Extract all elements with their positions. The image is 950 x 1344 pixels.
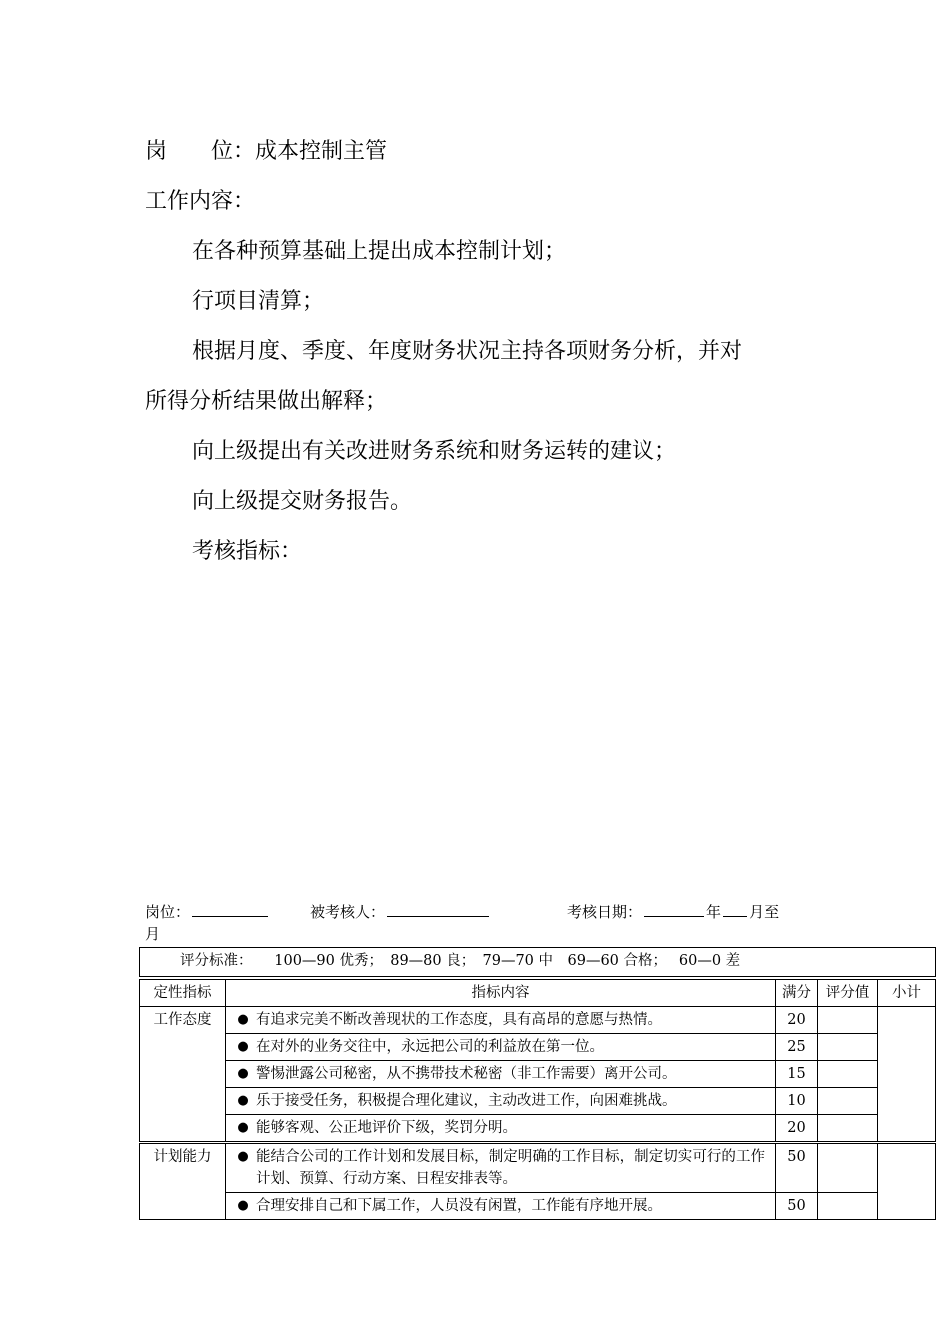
table-header-row (140, 978, 936, 1007)
table-row (140, 1034, 936, 1061)
rating-cell[interactable] (818, 1143, 878, 1193)
rating-cell[interactable] (818, 1061, 878, 1088)
work-content-label: 工作内容： (145, 189, 256, 214)
position-line (145, 137, 387, 167)
month-end-label: 月 (145, 925, 161, 943)
scoring-standard-row (140, 948, 936, 979)
kpi-label: 考核指标： (192, 539, 303, 564)
col-header-subtotal: 小计 (878, 978, 936, 1007)
month-to-label: 月至 (749, 903, 780, 921)
post-label: 岗位： (145, 903, 191, 921)
col-header-rating: 评分值 (818, 978, 878, 1007)
bullet-icon: ● (237, 1120, 249, 1135)
table-row (140, 1061, 936, 1088)
col-header-content: 指标内容 (226, 978, 776, 1007)
duty-2: 行项目清算； (192, 289, 325, 314)
table-row (140, 1193, 936, 1220)
rating-cell[interactable] (818, 1088, 878, 1115)
rating-cell[interactable] (818, 1007, 878, 1034)
item-text: 乐于接受任务，积极提合理化建议，主动改进工作，向困难挑战。 (256, 1093, 677, 1109)
item-text: 能够客观、公正地评价下级，奖罚分明。 (256, 1120, 517, 1136)
col-header-category: 定性指标 (140, 978, 226, 1007)
duty-1: 在各种预算基础上提出成本控制计划； (192, 239, 567, 264)
table-row (140, 1115, 936, 1143)
category-planning-ability: 计划能力 (140, 1143, 226, 1220)
item-score: 10 (776, 1088, 818, 1115)
year-blank[interactable] (644, 900, 704, 917)
bullet-icon: ● (237, 1039, 249, 1054)
table-row (140, 1088, 936, 1115)
item-score: 25 (776, 1034, 818, 1061)
rating-cell[interactable] (818, 1034, 878, 1061)
bullet-icon: ● (237, 1198, 249, 1213)
bullet-icon: ● (237, 1093, 249, 1108)
item-text: 有追求完美不断改善现状的工作态度，具有高昂的意愿与热情。 (256, 1012, 662, 1028)
table-row (140, 1007, 936, 1034)
examinee-blank[interactable] (387, 900, 489, 917)
item-text: 能结合公司的工作计划和发展目标，制定明确的工作目标，制定切实可行的工作计划、预算、行动方案、日程安排表等。 (256, 1149, 765, 1187)
table-row (140, 1143, 936, 1193)
item-score: 50 (776, 1193, 818, 1220)
duty-3-cont: 所得分析结果做出解释； (145, 389, 388, 414)
item-text: 在对外的业务交往中，永远把公司的利益放在第一位。 (256, 1039, 604, 1055)
duty-5: 向上级提交财务报告。 (192, 489, 413, 514)
rating-cell[interactable] (818, 1115, 878, 1143)
category-work-attitude: 工作态度 (140, 1007, 226, 1143)
position-label: 岗 位： (145, 139, 256, 164)
month-blank[interactable] (723, 900, 747, 917)
bullet-icon: ● (237, 1012, 249, 1027)
subtotal-cell[interactable] (878, 1007, 936, 1143)
item-score: 15 (776, 1061, 818, 1088)
bullet-icon: ● (237, 1066, 249, 1081)
post-blank[interactable] (192, 900, 268, 917)
item-score: 20 (776, 1115, 818, 1143)
scoring-standard: 评分标准： 100—90 优秀； 89—80 良； 79—70 中 69—60 合格； 60—0 差 (140, 948, 936, 979)
year-label: 年 (706, 903, 722, 921)
item-text: 合理安排自己和下属工作，人员没有闲置，工作能有序地开展。 (256, 1198, 662, 1214)
item-score: 50 (776, 1143, 818, 1193)
form-header (145, 900, 779, 922)
position-value: 成本控制主管 (255, 139, 388, 164)
duty-4: 向上级提出有关改进财务系统和财务运转的建议； (192, 439, 677, 464)
examinee-label: 被考核人： (310, 903, 386, 921)
item-text: 警惕泄露公司秘密，从不携带技术秘密（非工作需要）离开公司。 (256, 1066, 677, 1082)
col-header-full-score: 满分 (776, 978, 818, 1007)
rating-cell[interactable] (818, 1193, 878, 1220)
item-score: 20 (776, 1007, 818, 1034)
bullet-icon: ● (237, 1149, 249, 1164)
date-label: 考核日期： (567, 903, 643, 921)
duty-3: 根据月度、季度、年度财务状况主持各项财务分析，并对 (192, 339, 743, 364)
subtotal-cell[interactable] (878, 1143, 936, 1220)
assessment-table (139, 947, 936, 1220)
